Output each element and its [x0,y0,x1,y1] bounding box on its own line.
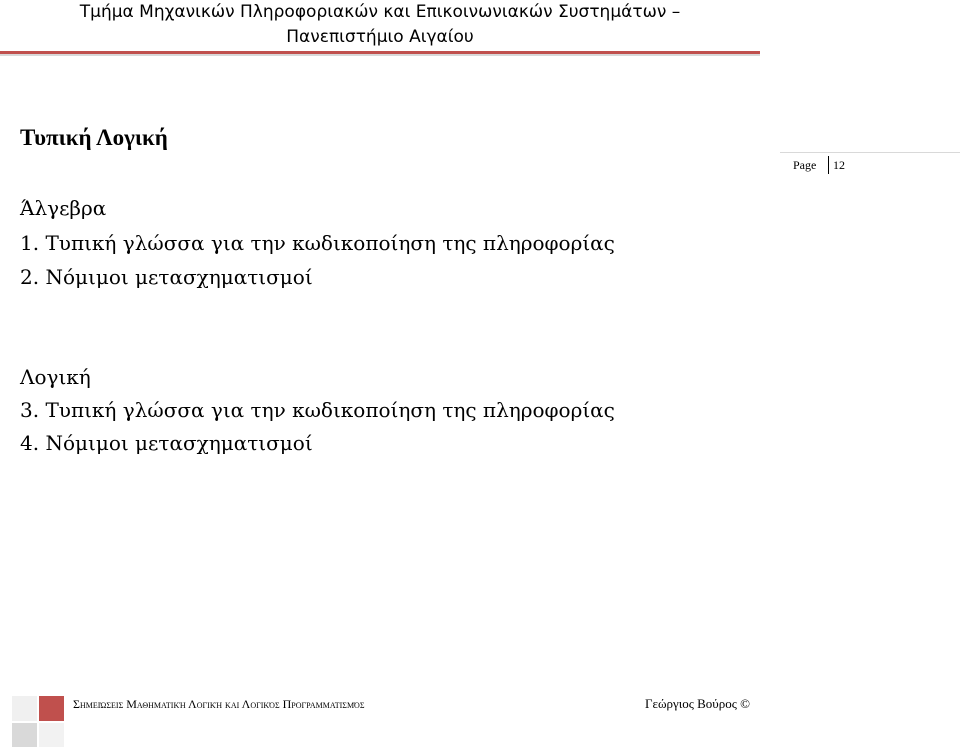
subsection-heading-algebra: Άλγεβρα [20,196,107,220]
footer-course-title: Σημειώσεις Μαθηματική Λογική και Λογικός Προγραμματισμός [73,697,365,711]
footer-author: Γεώργιος Βούρος © [644,696,750,711]
page-indicator [780,152,960,177]
list-item: 1. Τυπική γλώσσα για την κωδικοποίηση της πληροφορίας [20,231,615,255]
footer-square-accent [39,696,64,721]
header-rule-shadow [0,54,760,56]
subsection-heading-logic: Λογική [20,365,91,389]
page-separator [828,156,829,174]
section-title: Τυπική Λογική [20,125,168,150]
footer-square [12,696,37,721]
header-university: Πανεπιστήμιο Αιγαίου [286,27,474,47]
footer-decoration [12,696,66,747]
page-number: 12 [833,158,845,172]
list-item: 3. Τυπική γλώσσα για την κωδικοποίηση της πληροφορίας [20,398,615,422]
list-item: 2. Νόμιμοι μετασχηματισμοί [20,265,313,289]
list-item: 4. Νόμιμοι μετασχηματισμοί [20,431,313,455]
footer-square [12,723,37,747]
footer-square [39,723,64,747]
page-header [0,0,760,58]
header-department: Τμήμα Μηχανικών Πληροφοριακών και Επικοινωνιακών Συστημάτων – [79,2,681,22]
page-label: Page [793,158,817,172]
